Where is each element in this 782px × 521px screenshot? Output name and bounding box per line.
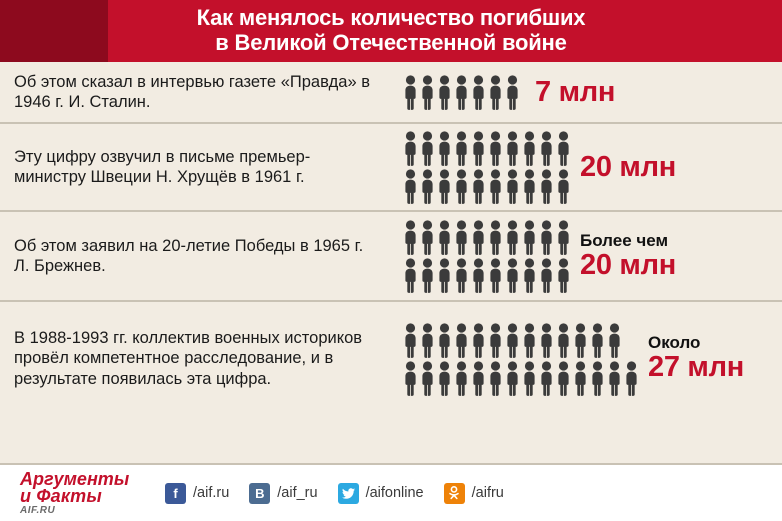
twitter-icon [338, 483, 359, 504]
row-value [580, 232, 676, 280]
person-icon [436, 322, 453, 358]
person-icon [419, 219, 436, 255]
pictogram-group [402, 322, 640, 396]
social-link-facebook[interactable] [165, 483, 229, 504]
person-icon [504, 130, 521, 166]
row-figures [392, 302, 782, 415]
person-icon [589, 360, 606, 396]
person-icon [453, 74, 470, 110]
social-label-odnoklassniki: /aifru [471, 485, 504, 501]
person-icon [504, 257, 521, 293]
person-icon [538, 219, 555, 255]
social-label-twitter: /aifonline [365, 485, 424, 501]
person-icon [555, 130, 572, 166]
row-value-main: 20 млн [580, 248, 676, 281]
pictogram-row [402, 360, 640, 396]
person-icon [538, 360, 555, 396]
person-icon [487, 360, 504, 396]
page-title-line-2: в Великой Отечественной войне [215, 30, 567, 55]
facebook-icon: f [165, 483, 186, 504]
person-icon [402, 74, 419, 110]
footer [0, 463, 782, 521]
person-icon [453, 360, 470, 396]
table-row [0, 212, 782, 302]
person-icon [470, 322, 487, 358]
person-icon [419, 168, 436, 204]
person-icon [470, 257, 487, 293]
person-icon [487, 168, 504, 204]
table-row [0, 302, 782, 415]
logo-line-1: Аргументы [20, 468, 130, 489]
social-link-twitter[interactable] [338, 483, 424, 504]
person-icon [453, 130, 470, 166]
person-icon [436, 130, 453, 166]
person-icon [555, 322, 572, 358]
person-icon [402, 360, 419, 396]
table-row [0, 62, 782, 124]
pictogram-row [402, 74, 521, 110]
header [0, 0, 782, 62]
row-description [0, 62, 392, 122]
person-icon [521, 360, 538, 396]
logo-line-3: AIF.RU [20, 504, 56, 516]
social-link-odnoklassniki[interactable] [444, 483, 504, 504]
row-value-main: 7 млн [535, 75, 616, 108]
person-icon [470, 130, 487, 166]
aif-logo[interactable] [0, 468, 165, 516]
row-figures [392, 212, 782, 300]
person-icon [487, 257, 504, 293]
person-icon [436, 168, 453, 204]
person-icon [572, 322, 589, 358]
person-icon [402, 322, 419, 358]
person-icon [436, 74, 453, 110]
person-icon [555, 257, 572, 293]
person-icon [504, 168, 521, 204]
person-icon [436, 219, 453, 255]
person-icon [487, 74, 504, 110]
data-rows [0, 62, 782, 415]
pictogram-row [402, 130, 572, 166]
person-icon [623, 360, 640, 396]
person-icon [538, 168, 555, 204]
pictogram-row [402, 257, 572, 293]
person-icon [504, 219, 521, 255]
row-value-prefix: Около [648, 333, 701, 353]
row-description [0, 302, 392, 415]
person-icon [504, 360, 521, 396]
person-icon [555, 219, 572, 255]
row-value-main: 27 млн [648, 351, 744, 384]
row-description [0, 212, 392, 300]
pictogram-group [402, 219, 572, 293]
person-icon [436, 360, 453, 396]
person-icon [555, 360, 572, 396]
person-icon [487, 130, 504, 166]
person-icon [402, 168, 419, 204]
odnoklassniki-icon [444, 483, 465, 504]
person-icon [521, 168, 538, 204]
person-icon [521, 130, 538, 166]
person-icon [453, 257, 470, 293]
person-icon [606, 360, 623, 396]
row-value [648, 334, 744, 382]
person-icon [419, 74, 436, 110]
person-icon [453, 322, 470, 358]
person-icon [538, 130, 555, 166]
person-icon [470, 74, 487, 110]
person-icon [538, 322, 555, 358]
vk-icon: В [249, 483, 270, 504]
row-figures [392, 124, 782, 210]
table-row [0, 124, 782, 212]
social-label-vk: /aif_ru [277, 485, 318, 501]
row-value [580, 152, 676, 182]
social-links [165, 483, 504, 504]
person-icon [555, 168, 572, 204]
person-icon [402, 130, 419, 166]
person-icon [453, 219, 470, 255]
person-icon [402, 257, 419, 293]
row-value [535, 77, 615, 107]
pictogram-group [402, 130, 572, 204]
row-description [0, 124, 392, 210]
person-icon [521, 322, 538, 358]
page-title-line-1: Как менялось количество погибших [196, 5, 586, 31]
row-description-text: Об этом сказал в интервью газете «Правда» в 1946 г. И. Сталин. [14, 72, 370, 111]
row-description-text: Об этом заявил на 20-летие Победы в 1965 г. Л. Брежнев. [14, 236, 364, 275]
social-label-facebook: /aif.ru [193, 485, 230, 501]
person-icon [419, 257, 436, 293]
person-icon [521, 257, 538, 293]
person-icon [572, 360, 589, 396]
person-icon [606, 322, 623, 358]
pictogram-row [402, 219, 572, 255]
person-icon [419, 360, 436, 396]
person-icon [487, 322, 504, 358]
person-icon [487, 219, 504, 255]
person-icon [419, 322, 436, 358]
row-description-text: Эту цифру озвучил в письме премьер-министру Швеции Н. Хрущёв в 1961 г. [14, 147, 311, 186]
header-accent-block [0, 0, 108, 62]
social-link-vk[interactable] [249, 483, 317, 504]
page-title [185, 6, 598, 55]
row-description-text: В 1988-1993 гг. коллектив военных историков провёл компетентное расследование, и в результате появилась эта цифра. [14, 329, 363, 388]
person-icon [589, 322, 606, 358]
row-value-main: 20 млн [580, 150, 676, 183]
pictogram-group [402, 74, 521, 110]
person-icon [504, 74, 521, 110]
person-icon [470, 360, 487, 396]
logo-line-2: и Факты [20, 486, 102, 507]
person-icon [470, 219, 487, 255]
person-icon [470, 168, 487, 204]
person-icon [402, 219, 419, 255]
person-icon [453, 168, 470, 204]
pictogram-row [402, 322, 640, 358]
person-icon [436, 257, 453, 293]
person-icon [419, 130, 436, 166]
person-icon [504, 322, 521, 358]
person-icon [538, 257, 555, 293]
person-icon [521, 219, 538, 255]
pictogram-row [402, 168, 572, 204]
row-figures [392, 62, 782, 122]
row-value-prefix: Более чем [580, 230, 669, 250]
